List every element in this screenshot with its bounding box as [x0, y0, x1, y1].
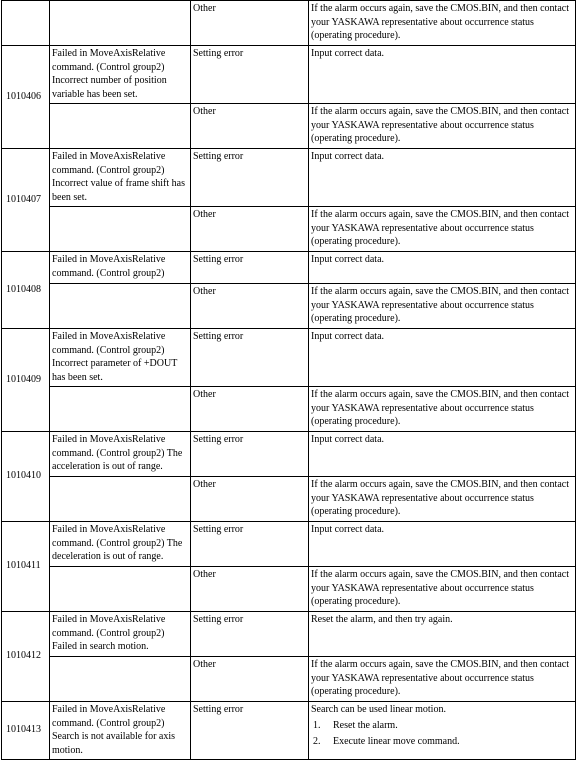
desc-cell-empty — [50, 567, 191, 612]
remedy-cell: Reset the alarm, and then try again. — [309, 612, 576, 657]
table-row — [2, 477, 576, 522]
remedy-cell: If the alarm occurs again, save the CMOS.BIN, and then contact your YASKAWA representative about occurrence status (operating procedure). — [309, 657, 576, 702]
alarm-code: 1010412 — [2, 612, 50, 702]
remedy-cell: If the alarm occurs again, save the CMOS.BIN, and then contact your YASKAWA representative about occurrence status (operating procedure). — [309, 284, 576, 329]
alarm-code: 1010413 — [2, 702, 50, 760]
cause-cell: Setting error — [191, 612, 309, 657]
alarm-description: Failed in MoveAxisRelative command. (Control group2) Failed in search motion. — [50, 612, 191, 657]
alarm-description: Failed in MoveAxisRelative command. (Control group2) Incorrect value of frame shift has been set. — [50, 149, 191, 207]
alarm-code: 1010408 — [2, 252, 50, 329]
table-row — [2, 149, 576, 207]
list-item — [311, 735, 573, 749]
cause-cell: Other — [191, 104, 309, 149]
alarm-description: Failed in MoveAxisRelative command. (Control group2) Incorrect number of position variable has been set. — [50, 46, 191, 104]
alarm-code: 1010410 — [2, 432, 50, 522]
cause-cell: Setting error — [191, 46, 309, 104]
remedy-cell: Input correct data. — [309, 432, 576, 477]
remedy-cell: Input correct data. — [309, 46, 576, 104]
code-cell-empty — [2, 1, 50, 46]
table-row — [2, 329, 576, 387]
remedy-cell: Input correct data. — [309, 252, 576, 284]
desc-cell-empty — [50, 477, 191, 522]
table-row — [2, 46, 576, 104]
remedy-cell: If the alarm occurs again, save the CMOS.BIN, and then contact your YASKAWA representative about occurrence status (operating procedure). — [309, 387, 576, 432]
table-row — [2, 657, 576, 702]
desc-cell-empty — [50, 207, 191, 252]
remedy-cell: If the alarm occurs again, save the CMOS.BIN, and then contact your YASKAWA representative about occurrence status (operating procedure). — [309, 207, 576, 252]
desc-cell-empty — [50, 657, 191, 702]
remedy-cell: If the alarm occurs again, save the CMOS.BIN, and then contact your YASKAWA representative about occurrence status (operating procedure). — [309, 567, 576, 612]
remedy-cell: If the alarm occurs again, save the CMOS.BIN, and then contact your YASKAWA representative about occurrence status (operating procedure). — [309, 477, 576, 522]
remedy-intro: Search can be used linear motion. — [311, 704, 446, 715]
list-item — [311, 719, 573, 733]
cause-cell: Other — [191, 657, 309, 702]
table-row — [2, 702, 576, 760]
cause-cell: Setting error — [191, 149, 309, 207]
table-row — [2, 1, 576, 46]
alarm-description: Failed in MoveAxisRelative command. (Control group2) — [50, 252, 191, 284]
table-row — [2, 104, 576, 149]
cause-cell: Other — [191, 1, 309, 46]
remedy-cell: Input correct data. — [309, 329, 576, 387]
alarm-code: 1010409 — [2, 329, 50, 432]
remedy-steps — [311, 719, 573, 749]
alarm-description: Failed in MoveAxisRelative command. (Control group2) The acceleration is out of range. — [50, 432, 191, 477]
table-row — [2, 252, 576, 284]
alarm-code: 1010411 — [2, 522, 50, 612]
cause-cell: Setting error — [191, 252, 309, 284]
remedy-cell — [309, 702, 576, 760]
remedy-cell: If the alarm occurs again, save the CMOS.BIN, and then contact your YASKAWA representative about occurrence status (operating procedure). — [309, 104, 576, 149]
alarm-code: 1010407 — [2, 149, 50, 252]
table-row — [2, 612, 576, 657]
remedy-cell: Input correct data. — [309, 149, 576, 207]
cause-cell: Setting error — [191, 702, 309, 760]
desc-cell-empty — [50, 1, 191, 46]
cause-cell: Other — [191, 207, 309, 252]
cause-cell: Other — [191, 567, 309, 612]
step-number: 2. — [313, 736, 321, 747]
cause-cell: Other — [191, 284, 309, 329]
alarm-table — [1, 0, 576, 760]
cause-cell: Setting error — [191, 432, 309, 477]
cause-cell: Setting error — [191, 329, 309, 387]
cause-cell: Setting error — [191, 522, 309, 567]
desc-cell-empty — [50, 284, 191, 329]
table-row — [2, 567, 576, 612]
table-row — [2, 432, 576, 477]
table-row — [2, 284, 576, 329]
alarm-description: Failed in MoveAxisRelative command. (Control group2) Search is not available for axis motion. — [50, 702, 191, 760]
step-text: Execute linear move command. — [333, 736, 460, 747]
remedy-cell: Input correct data. — [309, 522, 576, 567]
step-text: Reset the alarm. — [333, 719, 398, 731]
cause-cell: Other — [191, 477, 309, 522]
table-row — [2, 207, 576, 252]
cause-cell: Other — [191, 387, 309, 432]
remedy-cell: If the alarm occurs again, save the CMOS.BIN, and then contact your YASKAWA representative about occurrence status (operating procedure). — [309, 1, 576, 46]
alarm-description: Failed in MoveAxisRelative command. (Control group2) Incorrect parameter of +DOUT has been set. — [50, 329, 191, 387]
alarm-description: Failed in MoveAxisRelative command. (Control group2) The deceleration is out of range. — [50, 522, 191, 567]
alarm-code: 1010406 — [2, 46, 50, 149]
desc-cell-empty — [50, 104, 191, 149]
desc-cell-empty — [50, 387, 191, 432]
step-number: 1. — [313, 719, 321, 731]
table-row — [2, 522, 576, 567]
table-row — [2, 387, 576, 432]
